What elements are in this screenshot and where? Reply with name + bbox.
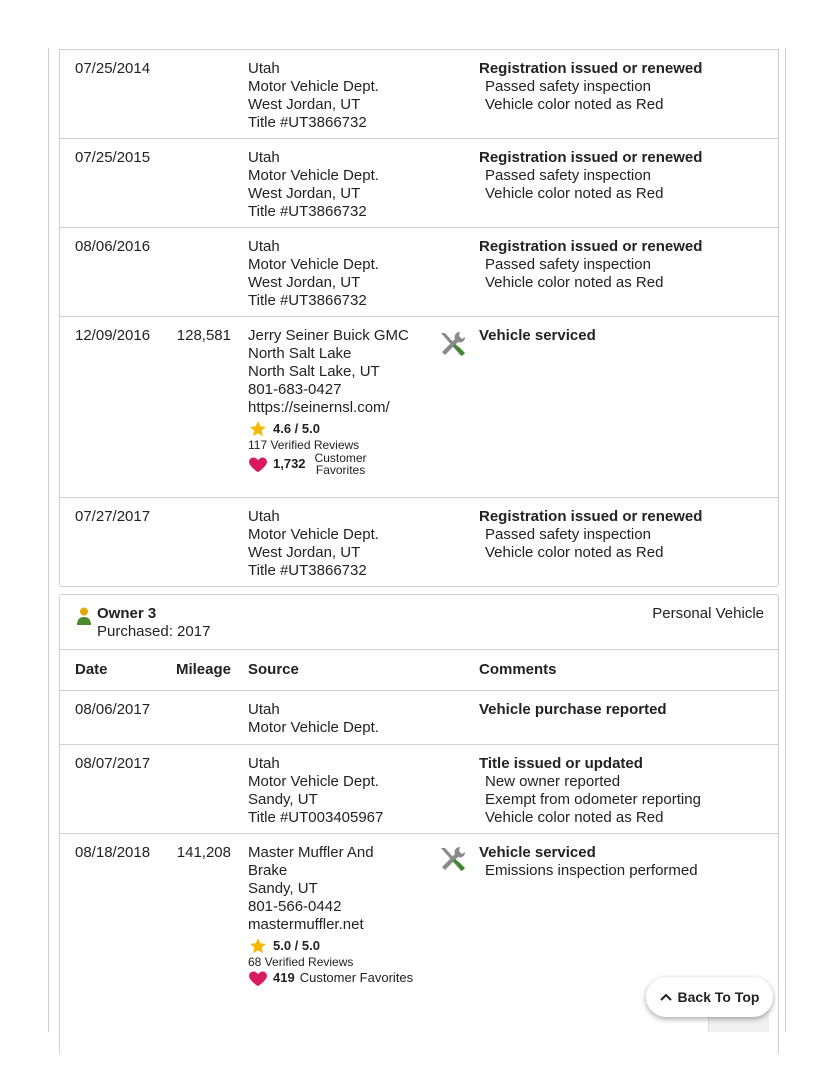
row-date: 07/27/2017: [75, 508, 151, 525]
rating-value: 5.0 / 5.0: [273, 938, 320, 953]
source-line: North Salt Lake: [248, 345, 352, 362]
comment-line: Passed safety inspection: [485, 167, 651, 184]
comment-title: Vehicle serviced: [479, 327, 596, 344]
back-to-top-button[interactable]: [646, 977, 773, 1017]
source-line: Motor Vehicle Dept.: [248, 526, 379, 543]
source-line: Master Muffler And: [248, 844, 374, 861]
heart-icon: [248, 969, 268, 987]
star-icon: [248, 937, 268, 955]
favorites-label: Customer Favorites: [299, 970, 414, 985]
source-line: Motor Vehicle Dept.: [248, 719, 379, 736]
header-source: Source: [248, 661, 299, 678]
row-source: [248, 701, 433, 737]
comment-title: Registration issued or renewed: [479, 60, 703, 77]
source-line: Utah: [248, 238, 280, 255]
row-date: 08/07/2017: [75, 755, 151, 772]
source-line: Title #UT3866732: [248, 562, 367, 579]
owner-header: [60, 595, 778, 650]
source-line: Title #UT3866732: [248, 292, 367, 309]
source-link[interactable]: mastermuffler.net: [248, 916, 364, 933]
source-line: Utah: [248, 755, 280, 772]
row-source: [248, 149, 433, 221]
row-comments: [479, 60, 702, 114]
service-tools-icon: [436, 329, 468, 366]
star-icon: [248, 420, 268, 438]
source-line: Title #UT3866732: [248, 114, 367, 131]
chevron-up-icon: [660, 993, 672, 1001]
comment-line: Vehicle color noted as Red: [485, 544, 664, 561]
table-row: [60, 50, 778, 139]
source-line: West Jordan, UT: [248, 274, 361, 291]
row-mileage: 128,581: [176, 327, 231, 344]
table-row: [60, 745, 778, 834]
source-line: 801-566-0442: [248, 898, 342, 915]
row-mileage: 141,208: [176, 844, 231, 861]
owner-vehicle-type: Personal Vehicle: [652, 605, 764, 622]
comment-line: Emissions inspection performed: [485, 862, 698, 879]
favorites-count: 419: [273, 970, 295, 985]
row-comments: [479, 701, 667, 719]
rating: [248, 420, 433, 438]
favorites-count: 1,732: [273, 456, 306, 471]
source-line: Utah: [248, 508, 280, 525]
row-date: 07/25/2014: [75, 60, 151, 77]
row-date: 08/06/2017: [75, 701, 151, 718]
row-source: [248, 508, 433, 580]
source-line: Motor Vehicle Dept.: [248, 773, 379, 790]
row-comments: [479, 508, 702, 562]
source-line: West Jordan, UT: [248, 185, 361, 202]
favorites-label: Customer Favorites: [314, 451, 367, 477]
source-line: Utah: [248, 701, 280, 718]
back-to-top-label: Back To Top: [677, 989, 760, 1005]
customer-favorites: [248, 969, 433, 987]
comment-title: Registration issued or renewed: [479, 149, 703, 166]
comment-title: Registration issued or renewed: [479, 508, 703, 525]
row-source: [248, 844, 433, 987]
service-tools-icon: [436, 844, 468, 881]
reviews-count[interactable]: 117 Verified Reviews: [248, 438, 360, 452]
comment-line: Passed safety inspection: [485, 256, 651, 273]
source-line: Jerry Seiner Buick GMC: [248, 327, 409, 344]
comment-line: Vehicle color noted as Red: [485, 96, 664, 113]
header-date: Date: [75, 661, 108, 678]
table-row: [60, 139, 778, 228]
page-frame-right: [785, 48, 786, 1032]
header-comments: Comments: [479, 661, 557, 678]
source-line: Brake: [248, 862, 288, 879]
row-comments: [479, 755, 701, 827]
row-comments: [479, 844, 698, 880]
comment-line: Exempt from odometer reporting: [485, 791, 701, 808]
source-line: Motor Vehicle Dept.: [248, 256, 379, 273]
comment-title: Vehicle purchase reported: [479, 701, 667, 718]
comment-title: Title issued or updated: [479, 755, 643, 772]
reviews-count[interactable]: 68 Verified Reviews: [248, 955, 354, 969]
row-source: [248, 238, 433, 310]
row-date: 08/18/2018: [75, 844, 151, 861]
table-header: [60, 650, 778, 691]
header-mileage: Mileage: [175, 661, 231, 678]
table-row: [60, 498, 778, 586]
source-line: Utah: [248, 60, 280, 77]
source-line: Motor Vehicle Dept.: [248, 167, 379, 184]
row-source: [248, 60, 433, 132]
owner-title: Owner 3: [97, 605, 157, 622]
page-frame-left: [48, 48, 49, 1032]
source-line: 801-683-0427: [248, 381, 342, 398]
row-date: 12/09/2016: [75, 327, 151, 344]
source-line: West Jordan, UT: [248, 544, 361, 561]
source-line: West Jordan, UT: [248, 96, 361, 113]
rating: [248, 937, 433, 955]
comment-line: Vehicle color noted as Red: [485, 809, 664, 826]
comment-line: Passed safety inspection: [485, 78, 651, 95]
source-line: North Salt Lake, UT: [248, 363, 380, 380]
source-line: Sandy, UT: [248, 791, 318, 808]
source-link[interactable]: https://seinernsl.com/: [248, 399, 390, 416]
table-row: [60, 228, 778, 317]
history-card-previous-owner: [59, 49, 779, 587]
comment-line: Vehicle color noted as Red: [485, 274, 664, 291]
table-row: [60, 691, 778, 745]
row-date: 08/06/2016: [75, 238, 151, 255]
comment-line: Vehicle color noted as Red: [485, 185, 664, 202]
row-comments: [479, 149, 702, 203]
row-date: 07/25/2015: [75, 149, 151, 166]
source-line: Title #UT003405967: [248, 809, 384, 826]
owner-purchased: Purchased: 2017: [97, 623, 211, 640]
source-line: Utah: [248, 149, 280, 166]
row-comments: [479, 238, 702, 292]
row-source: [248, 327, 433, 476]
person-icon: [77, 607, 91, 625]
heart-icon: [248, 455, 268, 473]
row-source: [248, 755, 433, 827]
source-line: Motor Vehicle Dept.: [248, 78, 379, 95]
comment-title: Vehicle serviced: [479, 844, 596, 861]
comment-title: Registration issued or renewed: [479, 238, 703, 255]
source-line: Sandy, UT: [248, 880, 318, 897]
rating-value: 4.6 / 5.0: [273, 421, 320, 436]
customer-favorites: [248, 452, 433, 476]
comment-line: New owner reported: [485, 773, 621, 790]
comment-line: Passed safety inspection: [485, 526, 651, 543]
row-comments: [479, 327, 596, 345]
source-line: Title #UT3866732: [248, 203, 367, 220]
table-row: [60, 317, 778, 498]
